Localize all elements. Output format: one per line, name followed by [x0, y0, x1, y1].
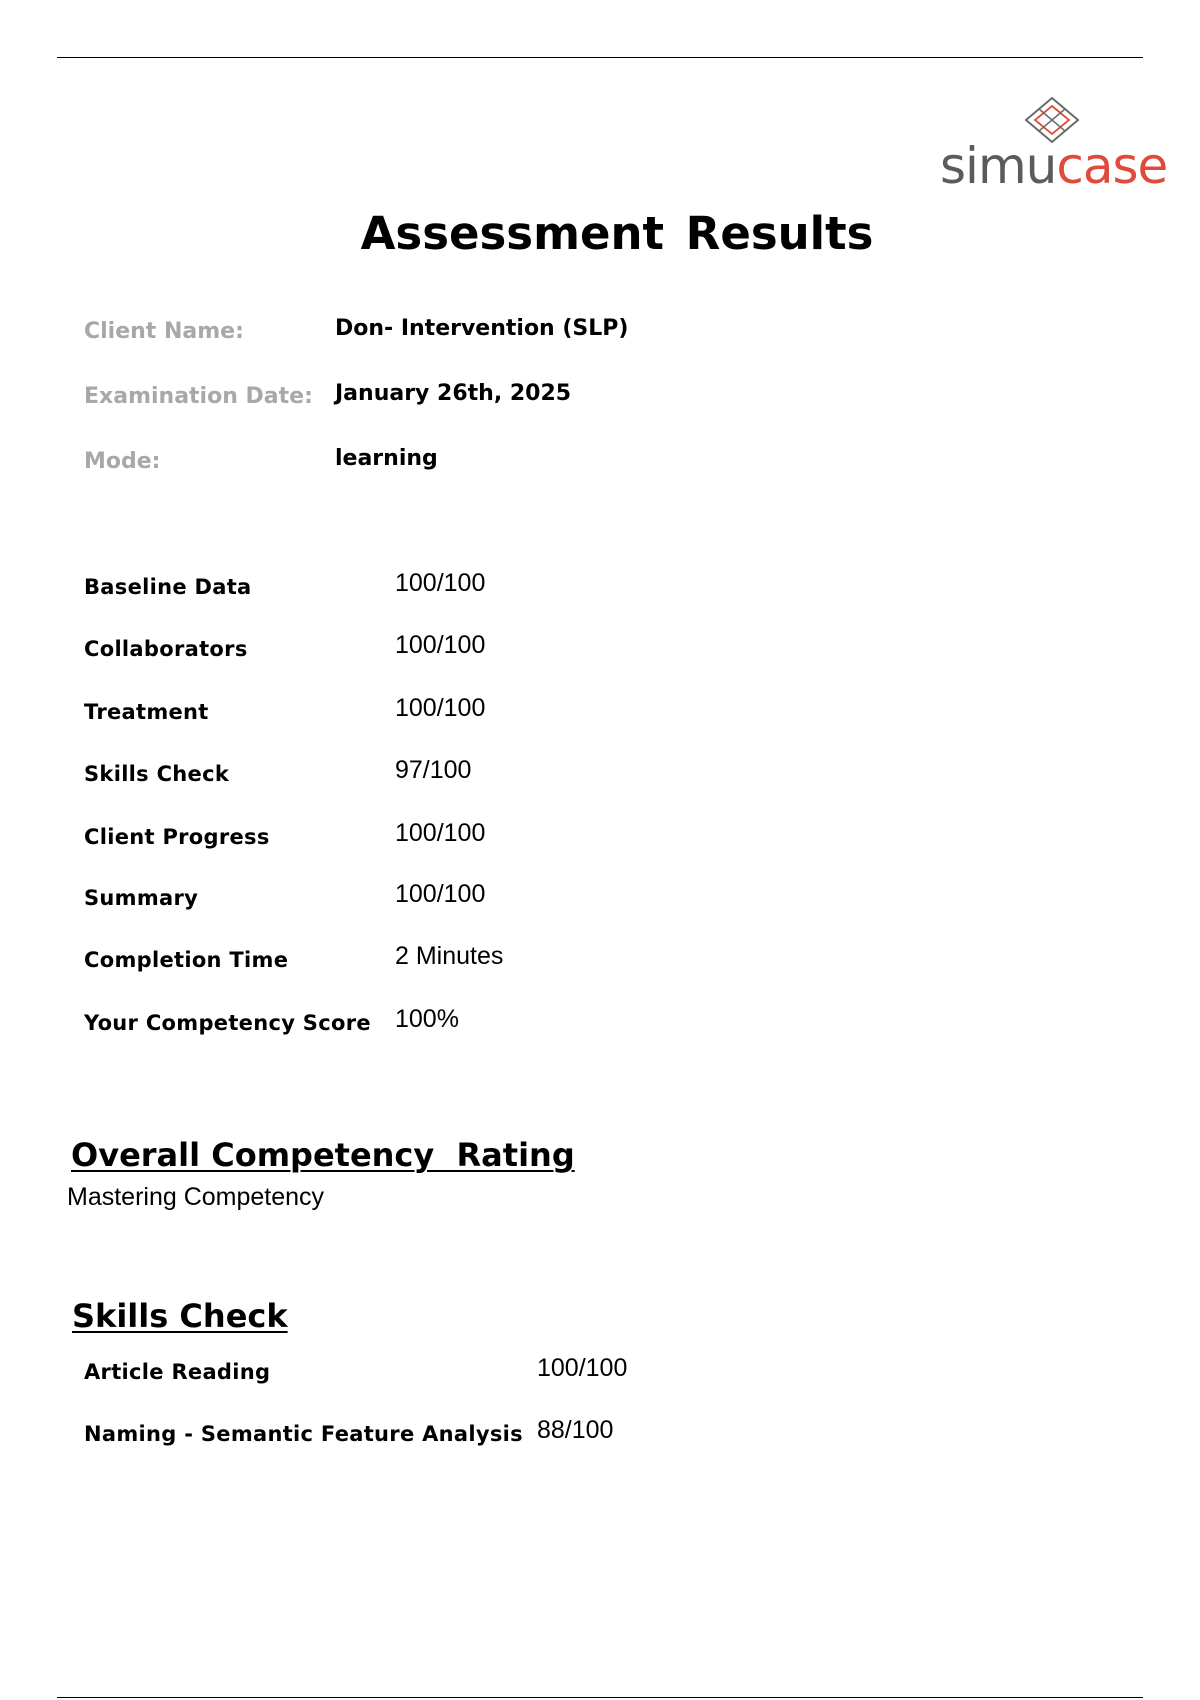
score-value: 100/100 — [395, 880, 486, 908]
simucase-logo — [940, 96, 1170, 196]
score-label: Collaborators — [84, 637, 248, 661]
overall-rating-heading: Overall Competency Rating — [71, 1136, 575, 1174]
logo-case-text: case — [1056, 137, 1168, 195]
score-label: Client Progress — [84, 825, 270, 849]
score-label: Baseline Data — [84, 575, 252, 599]
overall-rating-value: Mastering Competency — [67, 1183, 325, 1211]
score-label: Skills Check — [84, 762, 230, 786]
mode-label: Mode: — [84, 449, 161, 474]
client-name-label: Client Name: — [84, 319, 244, 344]
score-label: Summary — [84, 886, 199, 910]
skills-check-heading: Skills Check — [72, 1297, 288, 1335]
score-value: 100/100 — [395, 819, 486, 847]
score-value: 100/100 — [395, 694, 486, 722]
bottom-divider — [57, 1697, 1143, 1698]
score-value: 2 Minutes — [395, 942, 504, 970]
score-value: 97/100 — [395, 756, 472, 784]
top-divider — [57, 57, 1143, 58]
skill-label: Naming - Semantic Feature Analysis — [84, 1422, 523, 1446]
exam-date-label: Examination Date: — [84, 384, 313, 409]
page-title: Assessment Results — [360, 207, 874, 260]
mode-value: learning — [335, 446, 438, 471]
score-label: Your Competency Score — [84, 1011, 371, 1035]
skill-value: 100/100 — [537, 1354, 628, 1382]
skill-value: 88/100 — [537, 1416, 614, 1444]
skill-label: Article Reading — [84, 1360, 271, 1384]
score-value: 100/100 — [395, 631, 486, 659]
score-label: Completion Time — [84, 948, 289, 972]
exam-date-value: January 26th, 2025 — [335, 381, 572, 406]
client-name-value: Don- Intervention (SLP) — [335, 316, 629, 341]
score-value: 100/100 — [395, 569, 486, 597]
score-label: Treatment — [84, 700, 209, 724]
logo-wordmark — [940, 138, 1167, 194]
logo-simu-text: simu — [940, 137, 1057, 195]
score-value: 100% — [395, 1005, 459, 1033]
